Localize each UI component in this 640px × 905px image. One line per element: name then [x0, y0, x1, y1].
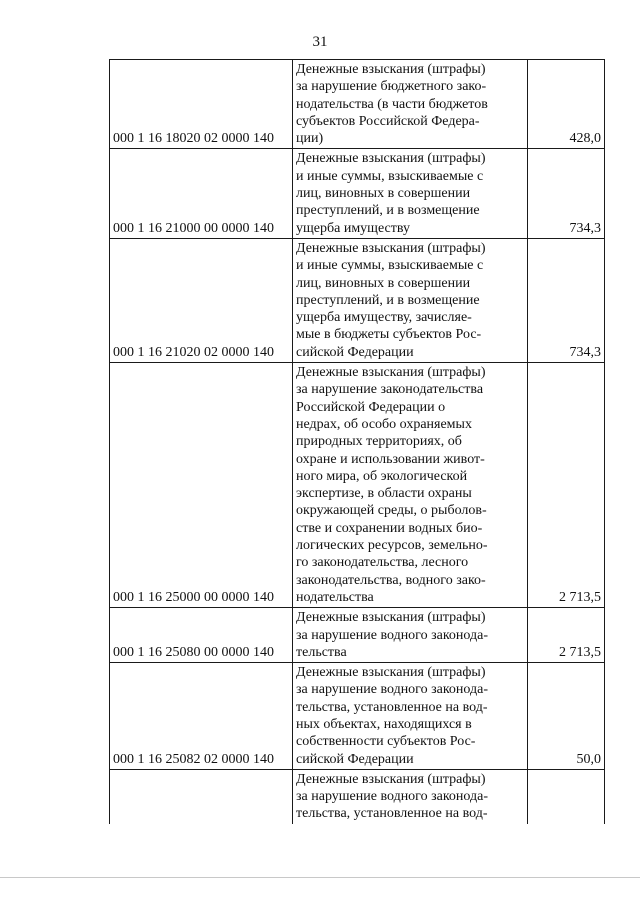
amount-cell: 2 713,5	[528, 363, 605, 608]
revenue-name-line: недрах, об особо охраняемых	[296, 416, 472, 432]
budget-code-cell: 000 1 16 18020 02 0000 140	[110, 60, 293, 149]
revenue-name-line: ущерба имуществу	[296, 220, 410, 236]
revenue-name-line: Денежные взыскания (штрафы)	[296, 365, 486, 381]
table-row	[110, 363, 605, 608]
revenue-name-line: за нарушение бюджетного зако-	[296, 79, 487, 95]
revenue-name-line: нодательства	[296, 589, 374, 605]
revenue-name-line: за нарушение законодательства	[296, 382, 484, 398]
budget-code-cell: 000 1 16 25000 00 0000 140	[110, 363, 293, 608]
revenue-name-line: Денежные взыскания (штрафы)	[296, 610, 486, 626]
revenue-name-line: логических ресурсов, земельно-	[296, 538, 488, 554]
revenue-name-line: ции)	[296, 131, 324, 147]
revenue-name-line: охране и использовании живот-	[296, 451, 485, 467]
budget-code-cell: 000 1 16 25080 00 0000 140	[110, 608, 293, 663]
amount-cell: 734,3	[528, 149, 605, 238]
revenue-name-cell	[293, 363, 528, 608]
revenue-name-line: и иные суммы, взыскиваемые с	[296, 258, 484, 274]
amount-cell: 428,0	[528, 60, 605, 149]
page-bottom-rule	[0, 877, 640, 878]
revenue-name-line: Денежные взыскания (штрафы)	[296, 62, 486, 77]
budget-revenue-table	[109, 59, 605, 824]
table-row	[110, 769, 605, 823]
amount-cell: 734,3	[528, 238, 605, 362]
revenue-name-line: за нарушение водного законода-	[296, 627, 489, 643]
revenue-name-line: сийской Федерации	[296, 344, 414, 360]
revenue-name-line: за нарушение водного законода-	[296, 789, 489, 805]
revenue-name-line: за нарушение водного законода-	[296, 682, 489, 698]
budget-code-cell: 000 1 16 25082 02 0000 140	[110, 663, 293, 770]
table-body	[110, 60, 605, 824]
revenue-name-line: преступлений, и в возмещение	[296, 203, 480, 219]
revenue-name-line: Денежные взыскания (штрафы)	[296, 665, 486, 681]
revenue-name-line: стве и сохранении водных био-	[296, 520, 483, 536]
revenue-name-cell	[293, 608, 528, 663]
revenue-name-line: ного мира, об экологической	[296, 468, 468, 484]
page-number: 31	[312, 34, 328, 50]
revenue-name-line: тельства, установленное на вод-	[296, 806, 488, 822]
revenue-name-line: собственности субъектов Рос-	[296, 734, 476, 750]
budget-code-cell: 000 1 16 21000 00 0000 140	[110, 149, 293, 238]
revenue-name-line: Российской Федерации о	[296, 399, 446, 415]
revenue-name-line: экспертизе, в области охраны	[296, 486, 472, 502]
revenue-name-cell	[293, 149, 528, 238]
revenue-name-line: Денежные взыскания (штрафы)	[296, 771, 486, 787]
table-row	[110, 608, 605, 663]
amount-cell	[528, 769, 605, 823]
revenue-name-line: Денежные взыскания (штрафы)	[296, 240, 486, 256]
revenue-name-line: тельства, установленное на вод-	[296, 699, 488, 715]
revenue-name-line: лиц, виновных в совершении	[296, 275, 471, 291]
table-row	[110, 663, 605, 770]
revenue-name-line: и иные суммы, взыскиваемые с	[296, 168, 484, 184]
revenue-name-line: окружающей среды, о рыболов-	[296, 503, 487, 519]
revenue-name-line: субъектов Российской Федера-	[296, 113, 480, 129]
revenue-name-line: тельства	[296, 644, 347, 660]
amount-cell: 50,0	[528, 663, 605, 770]
revenue-name-cell	[293, 769, 528, 823]
revenue-name-line: природных территориях, об	[296, 434, 462, 450]
table-row	[110, 238, 605, 362]
revenue-name-line: лиц, виновных в совершении	[296, 186, 471, 202]
revenue-name-line: мые в бюджеты субъектов Рос-	[296, 327, 482, 343]
table-row	[110, 149, 605, 238]
revenue-name-line: законодательства, водного зако-	[296, 572, 486, 588]
revenue-name-cell	[293, 663, 528, 770]
revenue-name-line: сийской Федерации	[296, 751, 414, 767]
revenue-name-cell	[293, 60, 528, 149]
table-row	[110, 60, 605, 149]
revenue-name-line: преступлений, и в возмещение	[296, 292, 480, 308]
revenue-name-cell	[293, 238, 528, 362]
revenue-name-line: ных объектах, находящихся в	[296, 716, 472, 732]
revenue-name-line: ущерба имуществу, зачисляе-	[296, 310, 472, 326]
amount-cell: 2 713,5	[528, 608, 605, 663]
budget-code-cell: 000 1 16 21020 02 0000 140	[110, 238, 293, 362]
revenue-name-line: нодательства (в части бюджетов	[296, 96, 488, 112]
revenue-name-line: го законодательства, лесного	[296, 555, 469, 571]
budget-code-cell	[110, 769, 293, 823]
revenue-name-line: Денежные взыскания (штрафы)	[296, 151, 486, 167]
